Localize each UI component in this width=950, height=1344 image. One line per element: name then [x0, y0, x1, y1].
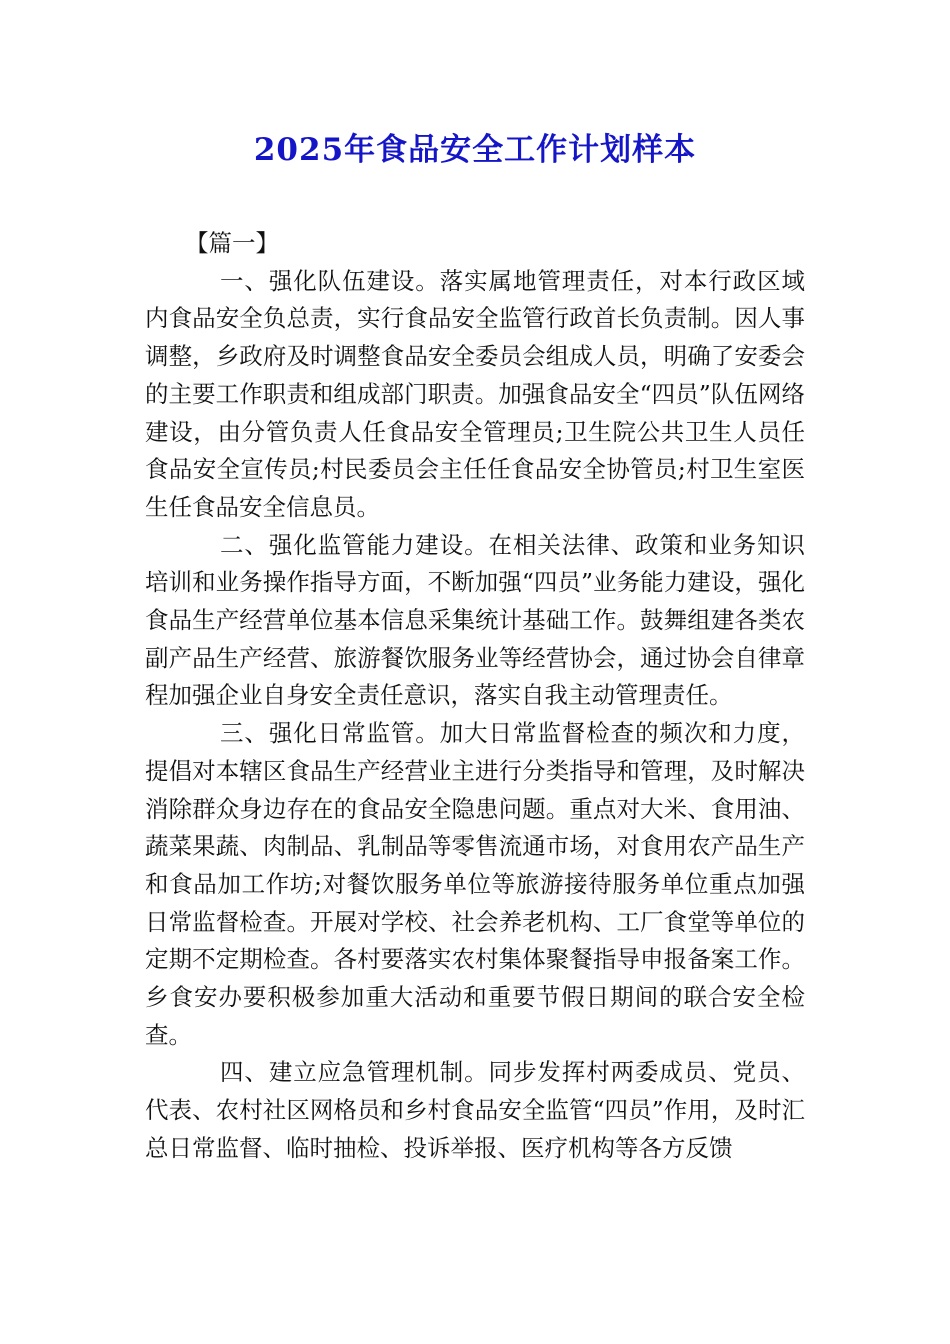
- paragraph-3: 三、强化日常监管。加大日常监督检查的频次和力度，提倡对本辖区食品生产经营业主进行分类指导和管理，及时解决消除群众身边存在的食品安全隐患问题。重点对大米、食用油、蔬菜果蔬、肉制品、乳制品等零售流通市场，对食用农产品生产和食品加工作坊;对餐饮服务单位等旅游接待服务单位重点加强日常监督检查。开展对学校、社会养老机构、工厂食堂等单位的定期不定期检查。各村要落实农村集体聚餐指导申报备案工作。乡食安办要积极参加重大活动和重要节假日期间的联合安全检查。: [145, 719, 805, 1049]
- paragraph-4: 四、建立应急管理机制。同步发挥村两委成员、党员、代表、农村社区网格员和乡村食品安全监管“四员”作用，及时汇总日常监督、临时抽检、投诉举报、医疗机构等各方反馈: [145, 1058, 805, 1162]
- document-title: 2025年食品安全工作计划样本: [253, 132, 697, 168]
- section-label: 【篇一】: [185, 229, 279, 257]
- paragraph-1: 一、强化队伍建设。落实属地管理责任，对本行政区域内食品安全负总责，实行食品安全监管行政首长负责制。因人事调整，乡政府及时调整食品安全委员会组成人员，明确了安委会的主要工作职责和组成部门职责。加强食品安全“四员”队伍网络建设，由分管负责人任食品安全管理员;卫生院公共卫生人员任食品安全宣传员;村民委员会主任任食品安全协管员;村卫生室医生任食品安全信息员。: [145, 266, 805, 521]
- paragraph-2: 二、强化监管能力建设。在相关法律、政策和业务知识培训和业务操作指导方面，不断加强“四员”业务能力建设，强化食品生产经营单位基本信息采集统计基础工作。鼓舞组建各类农副产品生产经营、旅游餐饮服务业等经营协会，通过协会自律章程加强企业自身安全责任意识，落实自我主动管理责任。: [145, 530, 805, 710]
- document-body: [145, 225, 805, 1168]
